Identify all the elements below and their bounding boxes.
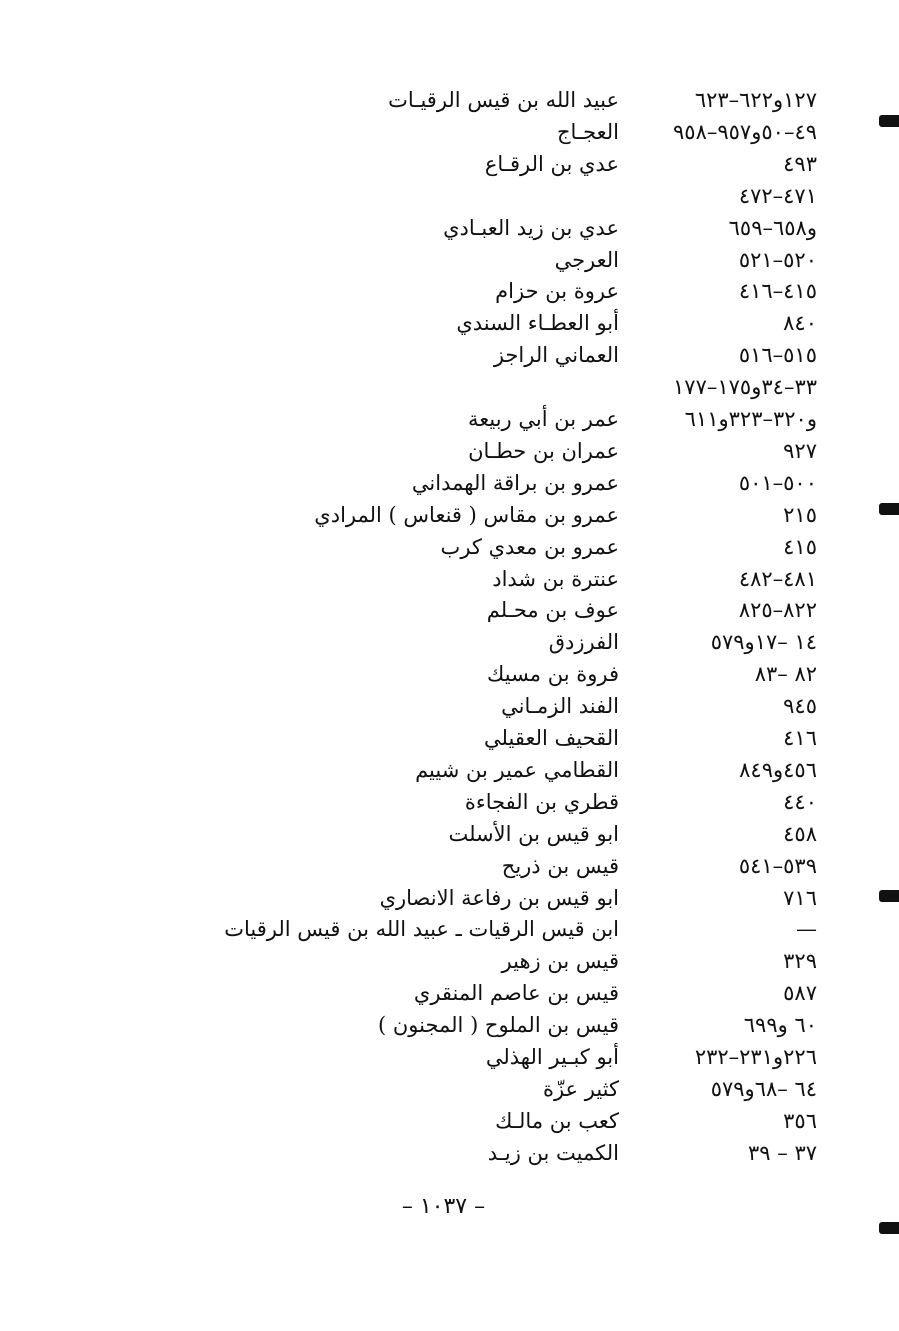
page-references: ٥٢٠–٥٢١ xyxy=(738,247,817,272)
poet-name: عدي بن الرقـاع xyxy=(484,151,619,176)
page-references: و٣٢٠–٣٢٣و٦١١ xyxy=(684,407,817,431)
binding-mark xyxy=(879,890,899,902)
page-references: ٥١٥–٥١٦ xyxy=(738,343,817,368)
poet-name: العرجي xyxy=(554,247,619,272)
page-references: ٣٣–٣٤و١٧٥–١٧٧ xyxy=(673,375,817,400)
poet-name: عروة بن حزام xyxy=(495,279,619,304)
index-entry xyxy=(0,1105,899,1137)
page-references: ٩٤٥ xyxy=(783,694,817,719)
page-references: ٣٢٩ xyxy=(783,949,817,974)
index-entry xyxy=(0,339,899,371)
index-entry xyxy=(0,882,899,914)
index-entry xyxy=(0,435,899,467)
poet-name: عوف بن محـلم xyxy=(486,598,619,623)
page-references: ٧١٦ xyxy=(783,885,817,910)
index-entry xyxy=(0,722,899,754)
index-entry xyxy=(0,850,899,882)
index-entry xyxy=(0,690,899,722)
poet-name: القحيف العقيلي xyxy=(484,726,619,750)
page-references: ٦٤ –٦٨و٥٧٩ xyxy=(710,1076,817,1101)
page-references: ٩٢٧ xyxy=(783,438,817,463)
poet-name: الفرزدق xyxy=(548,630,619,655)
poet-name: أبو العطـاء السندي xyxy=(456,311,619,336)
index-entry xyxy=(0,818,899,850)
page-references: ٤٥٨ xyxy=(783,821,817,846)
index-entry xyxy=(0,467,899,499)
index-entry xyxy=(0,180,899,212)
page-references: ٨٤٠ xyxy=(783,311,817,336)
poet-name: عنترة بن شداد xyxy=(492,566,619,591)
index-entry xyxy=(0,212,899,244)
poet-name: أبو كبـير الهذلي xyxy=(485,1045,619,1069)
poet-name: كعب بن مالـك xyxy=(495,1108,619,1133)
page-references: ٤٥٦و٨٤٩ xyxy=(739,757,817,782)
index-entry xyxy=(0,945,899,977)
poet-name: عبيد الله بن قيس الرقيـات xyxy=(388,88,619,112)
page-references: ١٢٧و٦٢٢–٦٢٣ xyxy=(694,88,817,112)
poet-name: قطري بن الفجاءة xyxy=(464,789,619,814)
index-entry xyxy=(0,1041,899,1073)
poet-name: العماني الراجز xyxy=(493,343,619,368)
poet-name: عمرو بن براقة الهمداني xyxy=(411,470,619,495)
index-entry xyxy=(0,977,899,1009)
page-references: ٣٧ – ٣٩ xyxy=(748,1140,817,1165)
poet-name: عمرو بن مقاس ( قنعاس ) المرادي xyxy=(314,502,619,527)
page-references: ٨٢ –٨٣ xyxy=(754,662,817,687)
binding-mark xyxy=(879,503,899,515)
index-entry xyxy=(0,371,899,403)
index-entry xyxy=(0,307,899,339)
index-entry xyxy=(0,148,899,180)
index-entry xyxy=(0,563,899,595)
poet-name: عمران بن حطـان xyxy=(468,438,619,463)
index-entry xyxy=(0,531,899,563)
index-entry xyxy=(0,626,899,658)
poet-name: عدي بن زيد العبـادي xyxy=(443,215,619,240)
page-references: ٤١٥–٤١٦ xyxy=(738,279,817,304)
page-references: ٨٢٢–٨٢٥ xyxy=(738,598,817,623)
index-entry xyxy=(0,116,899,148)
binding-mark xyxy=(879,115,899,127)
poet-name: عمر بن أبي ربيعة xyxy=(467,407,619,431)
page-references: ٣٥٦ xyxy=(783,1108,817,1133)
poet-name: عمرو بن معدي كرب xyxy=(440,534,619,559)
index-entry xyxy=(0,84,899,116)
page-number: – ١٠٣٧ – xyxy=(401,1194,486,1219)
poet-name: كثير عزّة xyxy=(542,1076,619,1101)
poet-name: ابو قيس بن الأسلت xyxy=(448,821,619,846)
page-references: ٥٠٠–٥٠١ xyxy=(738,470,817,495)
index-entry xyxy=(0,275,899,307)
index-entry xyxy=(0,1009,899,1041)
page-references: ٢١٥ xyxy=(783,502,817,527)
page-references: — xyxy=(796,917,817,942)
poet-name: القطامي عمير بن شييم xyxy=(415,757,619,782)
page-references: ٦٠ و٦٩٩ xyxy=(743,1013,817,1038)
index-entry xyxy=(0,1137,899,1169)
page-references: ٤٤٠ xyxy=(783,789,817,814)
poet-name: العجـاج xyxy=(556,119,619,144)
index-entry xyxy=(0,913,899,945)
index-entry xyxy=(0,754,899,786)
poet-name: الكميت بن زيـد xyxy=(487,1140,619,1165)
page-references: ٤٩–٥٠و٩٥٧–٩٥٨ xyxy=(673,119,817,144)
page-references: و٦٥٨–٦٥٩ xyxy=(728,215,817,240)
poet-name: قيس بن ذريح xyxy=(501,853,619,878)
index-entry xyxy=(0,594,899,626)
poet-name: ابن قيس الرقيات ـ عبيد الله بن قيس الرقيات xyxy=(224,917,619,942)
page-references: ٥٣٩–٥٤١ xyxy=(738,853,817,878)
poet-name: ابو قيس بن رفاعة الانصاري xyxy=(379,885,619,910)
binding-mark xyxy=(879,1222,899,1234)
poet-name: قيس بن الملوح ( المجنون ) xyxy=(377,1013,619,1038)
poet-name: الفند الزمـاني xyxy=(501,694,619,719)
index-entry xyxy=(0,403,899,435)
index-entry xyxy=(0,786,899,818)
index-entry xyxy=(0,658,899,690)
poet-name: فروة بن مسيك xyxy=(487,662,619,687)
index-entry xyxy=(0,499,899,531)
page-references: ٤١٦ xyxy=(783,726,817,750)
poet-name: قيس بن عاصم المنقري xyxy=(413,981,619,1006)
page-references: ٤٨١–٤٨٢ xyxy=(738,566,817,591)
index-entry xyxy=(0,244,899,276)
page-references: ٤٧١–٤٧٢ xyxy=(738,183,817,208)
poet-name: قيس بن زهير xyxy=(501,949,619,974)
index-entry xyxy=(0,1073,899,1105)
page-references: ١٤ –١٧و٥٧٩ xyxy=(710,630,817,655)
page-references: ٤١٥ xyxy=(783,534,817,559)
page-references: ٥٨٧ xyxy=(783,981,817,1006)
page-references: ٤٩٣ xyxy=(783,151,817,176)
page-references: ٢٢٦و٢٣١–٢٣٢ xyxy=(694,1045,817,1069)
